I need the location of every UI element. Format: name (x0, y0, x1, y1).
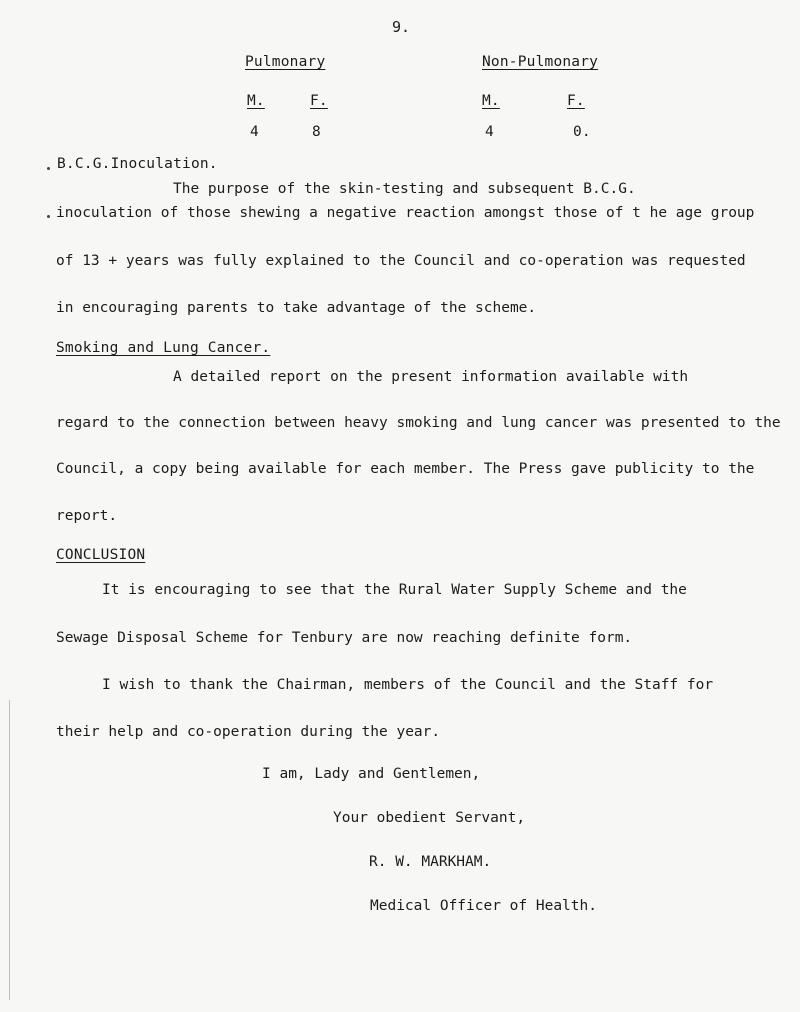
bcg-line: in encouraging parents to take advantage of the scheme. (56, 300, 537, 316)
table-header-nonpulmonary-m: M. (482, 93, 500, 109)
table-value-nonpulmonary-m: 4 (485, 124, 494, 140)
bcg-line: of 13 + years was fully explained to the Council and co-operation was requested (56, 253, 746, 269)
margin-mark (47, 215, 50, 218)
conclusion-line: I wish to thank the Chairman, members of the Council and the Staff for (102, 677, 714, 693)
closing-valediction: Your obedient Servant, (333, 810, 526, 826)
signatory-name: R. W. MARKHAM. (369, 854, 492, 870)
signatory-title: Medical Officer of Health. (370, 898, 597, 914)
smoking-line: Council, a copy being available for each member. The Press gave publicity to the (56, 461, 755, 477)
table-header-nonpulmonary-f: F. (567, 93, 585, 109)
conclusion-line: their help and co-operation during the year. (56, 724, 441, 740)
table-group-label-non-pulmonary: Non-Pulmonary (482, 54, 599, 70)
smoking-line: regard to the connection between heavy smoking and lung cancer was presented to the (56, 415, 781, 431)
table-group-label-pulmonary: Pulmonary (245, 54, 326, 70)
bcg-line: inoculation of those shewing a negative reaction amongst those of t he age group (56, 205, 755, 221)
closing-salutation: I am, Lady and Gentlemen, (262, 766, 481, 782)
conclusion-line: It is encouraging to see that the Rural Water Supply Scheme and the (102, 582, 687, 598)
table-header-pulmonary-f: F. (310, 93, 328, 109)
section-heading-conclusion: CONCLUSION (56, 547, 146, 563)
section-heading-smoking: Smoking and Lung Cancer. (56, 340, 271, 356)
bcg-line: The purpose of the skin-testing and subsequent B.C.G. (173, 181, 636, 197)
smoking-line: report. (56, 508, 118, 524)
scan-edge-line (9, 700, 10, 1000)
table-value-pulmonary-m: 4 (250, 124, 259, 140)
section-heading-bcg: B.C.G.Inoculation. (57, 156, 218, 172)
margin-mark (47, 167, 50, 170)
table-value-pulmonary-f: 8 (312, 124, 321, 140)
conclusion-line: Sewage Disposal Scheme for Tenbury are now reaching definite form. (56, 630, 633, 646)
smoking-line: A detailed report on the present information available with (173, 369, 689, 385)
table-value-nonpulmonary-f: 0. (573, 124, 591, 140)
page-number: 9. (392, 18, 411, 36)
table-header-pulmonary-m: M. (247, 93, 265, 109)
